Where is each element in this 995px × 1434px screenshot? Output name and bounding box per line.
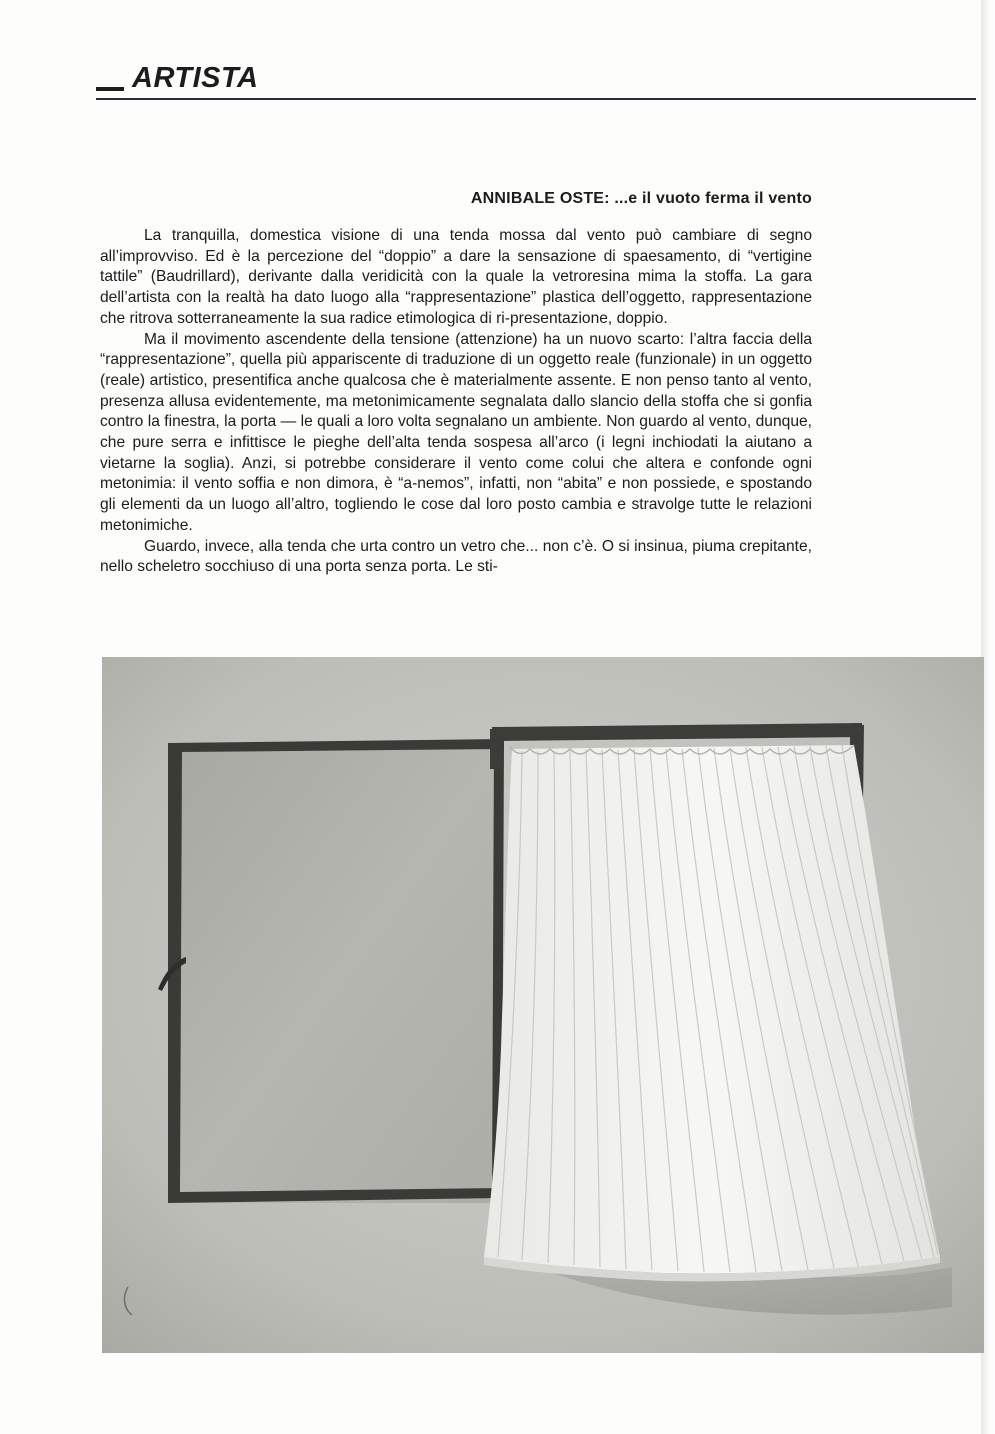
door-left-post — [490, 729, 502, 769]
paragraph-3: Guardo, invece, alla tenda che urta contro un vetro che... non c’è. O si insinua, piuma crepitante, nello scheletro socchiuso di una porta senza porta. Le sti- — [100, 537, 812, 576]
header-rule — [96, 98, 976, 100]
header-dash — [96, 87, 124, 91]
artwork-illustration — [102, 657, 984, 1353]
article-body — [100, 226, 812, 578]
section-header — [96, 60, 976, 102]
artwork-photo — [102, 657, 984, 1353]
paragraph-2: Ma il movimento ascendente della tensione (attenzione) ha un nuovo scarto: l’altra faccia della “rappresentazione”, quella più appariscente di traduzione di un oggetto reale (funzionale) in un oggetto (reale) artistico, presentifica anche qualcosa che è materialmente assente. E non penso tanto al vento, presenza allusa evidentemente, ma metonimicamente segnalata dallo slancio della stoffa che si gonfia contro la finestra, la porta — le quali a loro volta segnalano un ambiente. Non guardo al vento, dunque, che pure serra e infittisce le pieghe dell’alta tenda sospesa all’arco (i legni inchiodati la aiutano a vietarne la soglia). Anzi, si potrebbe considerare il vento come colui che altera e confonde ogni metonimia: il vento soffia e non dimora, è “a-nemos”, infatti, non “abita” e non possiede, e spostando gli elementi da un luogo all’altro, togliendo le cose dal loro posto cambia e stravolge tutte le relazioni metonimiche. — [100, 330, 812, 534]
frame-inner-panel — [170, 745, 502, 1203]
section-label: ARTISTA — [132, 62, 259, 94]
article-title: ANNIBALE OSTE: ...e il vuoto ferma il vento — [470, 190, 812, 207]
paragraph-1: La tranquilla, domestica visione di una tenda mossa dal vento può cambiare di segno all’improvviso. Ed è la percezione del “doppio” a dare la sensazione di spaesamento, di “vertigine tattile” (Baudrillard), derivante dalla veridicità con la quale la vetroresina mima la stoffa. La gara dell’artista con la realtà ha dato luogo alla “rappresentazione” plastica dell’oggetto, rappresentazione che ritrova sotterraneamente la sua radice etimologica di ri-presentazione, doppio. — [100, 227, 812, 327]
